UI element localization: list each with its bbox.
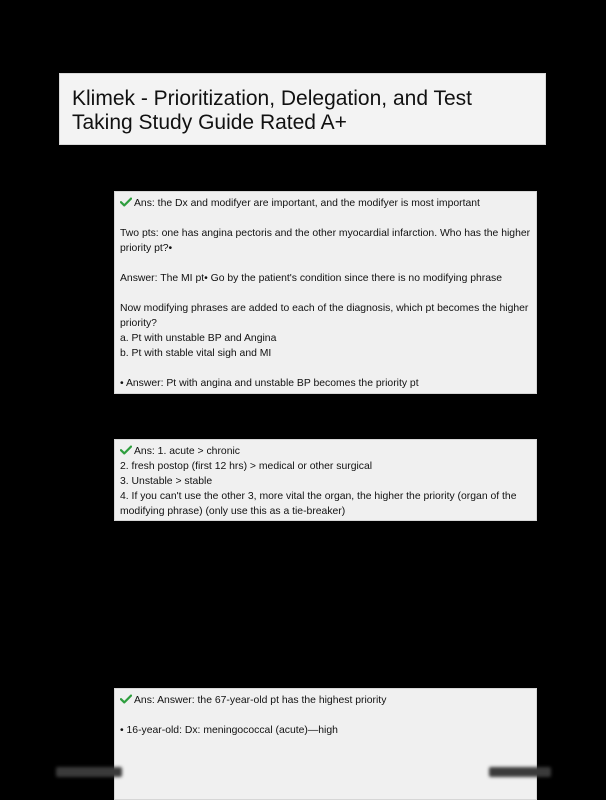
answer-card — [114, 191, 537, 394]
final-answer: • Answer: Pt with angina and unstable BP becomes the priority pt — [120, 378, 419, 389]
answer-text: Ans: Answer: the 67-year-old pt has the highest priority — [134, 695, 387, 706]
question-text: Two pts: one has angina pectoris and the other myocardial infarction. Who has the higher priority pt?• — [120, 228, 531, 254]
answer-line — [120, 444, 532, 459]
answer-text: Ans: the Dx and modifyer are important, and the modifyer is most important — [134, 198, 480, 209]
footer-left-blurred — [56, 767, 122, 777]
answer-line — [120, 196, 532, 211]
list-item: 3. Unstable > stable — [120, 476, 213, 487]
footer-right-blurred — [489, 767, 551, 777]
answer-card — [114, 688, 537, 800]
answer-card — [114, 439, 537, 521]
list-item: 4. If you can't use the other 3, more vital the organ, the higher the priority (organ of the modifying phrase) (only use this as a tie-breaker) — [120, 491, 517, 517]
option-b: b. Pt with stable vital sigh and MI — [120, 348, 272, 359]
check-icon — [120, 694, 132, 704]
option-a: a. Pt with unstable BP and Angina — [120, 333, 277, 344]
answer-explanation: Answer: The MI pt• Go by the patient's condition since there is no modifying phrase — [120, 273, 503, 284]
follow-up-question: Now modifying phrases are added to each of the diagnosis, which pt becomes the higher priority? — [120, 303, 529, 329]
list-item: 2. fresh postop (first 12 hrs) > medical or other surgical — [120, 461, 373, 472]
document-title-box — [59, 73, 546, 145]
answer-text: Ans: 1. acute > chronic — [134, 446, 240, 457]
document-title: Klimek - Prioritization, Delegation, and Test Taking Study Guide Rated A+ — [72, 87, 472, 134]
list-item: • 16-year-old: Dx: meningococcal (acute)—high — [120, 725, 338, 736]
check-icon — [120, 445, 132, 455]
answer-line — [120, 693, 532, 708]
check-icon — [120, 197, 132, 207]
